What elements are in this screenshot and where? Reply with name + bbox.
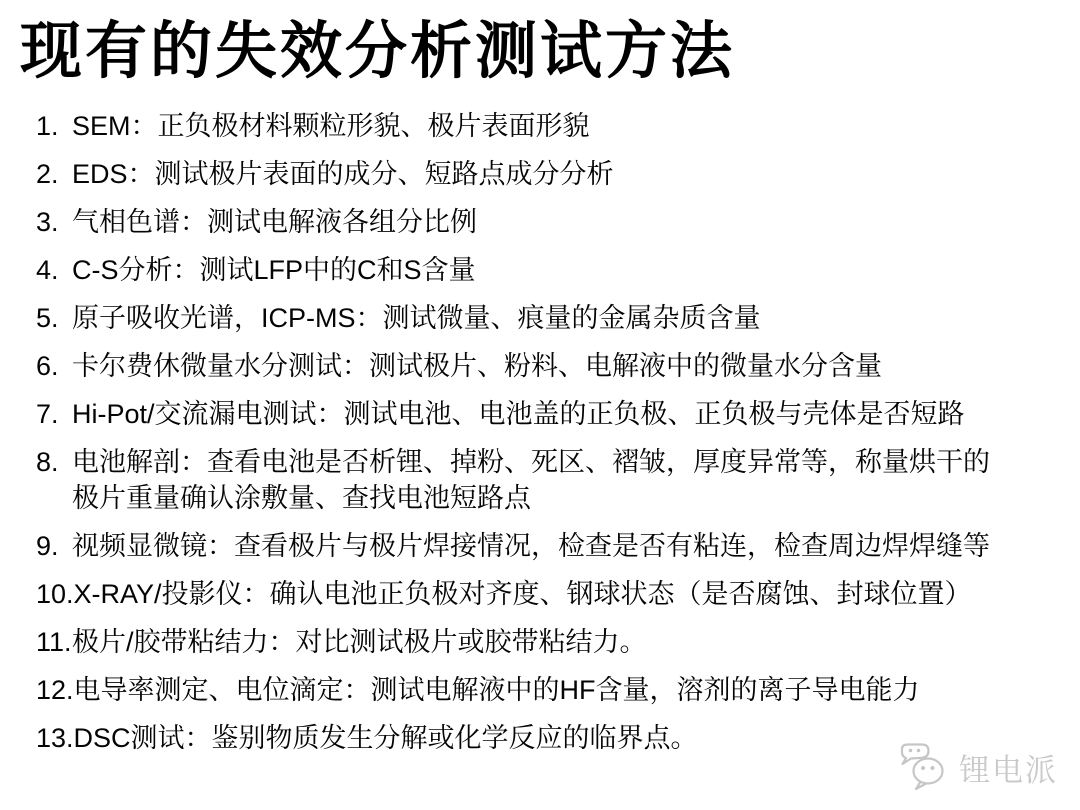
list-item-text: EDS：测试极片表面的成分、短路点成分分析 xyxy=(72,158,614,189)
list-item-number: 11. xyxy=(36,626,72,657)
list-item xyxy=(36,252,1050,288)
list-item xyxy=(36,204,1050,240)
list-item-text: 电导率测定、电位滴定：测试电解液中的HF含量，溶剂的离子导电能力 xyxy=(73,674,920,705)
list-item-number: 8. xyxy=(36,446,59,477)
list-item xyxy=(36,108,1050,144)
list-item-text: 原子吸收光谱，ICP-MS：测试微量、痕量的金属杂质含量 xyxy=(72,302,761,333)
list-item xyxy=(36,444,1050,516)
list-item-text: 电池解剖：查看电池是否析锂、掉粉、死区、褶皱，厚度异常等，称量烘干的极片重量确认涂敷量、查找电池短路点 xyxy=(72,446,990,513)
list-item xyxy=(36,396,1050,432)
list-item xyxy=(36,528,1050,564)
list-item xyxy=(36,576,1050,612)
list-item xyxy=(36,348,1050,384)
list-item xyxy=(36,300,1050,336)
list-item-number: 7. xyxy=(36,398,59,429)
list-item-text: SEM：正负极材料颗粒形貌、极片表面形貌 xyxy=(72,110,590,141)
list-item-text: 极片/胶带粘结力：对比测试极片或胶带粘结力。 xyxy=(72,626,647,657)
list-item-text: X-RAY/投影仪：确认电池正负极对齐度、钢球状态（是否腐蚀、封球位置） xyxy=(73,578,972,609)
list-item-text: 卡尔费休微量水分测试：测试极片、粉料、电解液中的微量水分含量 xyxy=(72,350,882,381)
list-item-number: 3. xyxy=(36,206,59,237)
list-item-number: 13. xyxy=(36,722,74,753)
list-item-text: 视频显微镜：查看极片与极片焊接情况，检查是否有粘连，检查周边焊焊缝等 xyxy=(72,530,990,561)
wechat-icon xyxy=(893,742,949,792)
list-item-number: 6. xyxy=(36,350,59,381)
watermark-label: 锂电派 xyxy=(959,752,1058,788)
list-item-number: 12. xyxy=(36,674,74,705)
list-item xyxy=(36,672,1050,708)
list-item-number: 5. xyxy=(36,302,59,333)
list-item-text: Hi-Pot/交流漏电测试：测试电池、电池盖的正负极、正负极与壳体是否短路 xyxy=(72,398,965,429)
list-item xyxy=(36,156,1050,192)
list-item-text: C-S分析：测试LFP中的C和S含量 xyxy=(72,254,476,285)
list-item-number: 10. xyxy=(36,578,74,609)
watermark xyxy=(893,742,1058,792)
list-item-text: 气相色谱：测试电解液各组分比例 xyxy=(72,206,477,237)
list-item-number: 9. xyxy=(36,530,59,561)
list-item-number: 1. xyxy=(36,110,59,141)
list-item xyxy=(36,624,1050,660)
list-item-text: DSC测试：鉴别物质发生分解或化学反应的临界点。 xyxy=(73,722,698,753)
list-item-number: 4. xyxy=(36,254,59,285)
test-methods-list xyxy=(36,108,1080,756)
page-title: 现有的失效分析测试方法 xyxy=(20,18,736,86)
list-item-number: 2. xyxy=(36,158,59,189)
